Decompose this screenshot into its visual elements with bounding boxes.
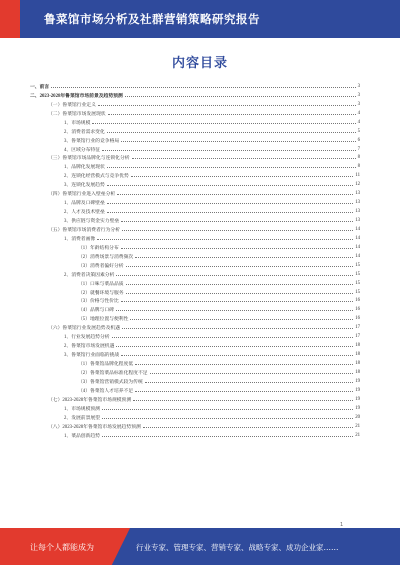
toc-entry-page: 18: [355, 352, 360, 358]
toc-leader-dots: [121, 355, 353, 356]
toc-entry[interactable]: [30, 305, 360, 314]
toc-entry[interactable]: [30, 145, 360, 154]
toc-entry-title: （3）消费者偏好分析: [78, 263, 124, 269]
toc-entry[interactable]: [30, 332, 360, 341]
toc-leader-dots: [121, 248, 353, 249]
toc-entry-page: 13: [355, 209, 360, 215]
toc-leader-dots: [143, 427, 353, 428]
toc-entry-page: 7: [357, 146, 360, 152]
toc-entry-title: 3、鲁菜馆行业面临的挑战: [64, 353, 120, 359]
toc-entry-title: （4）品牌与口碑: [78, 308, 114, 314]
toc-entry[interactable]: [30, 314, 360, 323]
toc-leader-dots: [116, 346, 353, 347]
toc-entry-title: （3）鲁菜馆营销模式较为传统: [78, 379, 143, 385]
toc-entry[interactable]: [30, 377, 360, 386]
toc-leader-dots: [102, 409, 353, 410]
toc-entry-page: 15: [355, 271, 360, 277]
toc-entry-page: 8: [357, 155, 360, 161]
toc-entry[interactable]: [30, 252, 360, 261]
table-of-contents: [30, 82, 360, 440]
toc-entry[interactable]: [30, 109, 360, 118]
toc-leader-dots: [121, 221, 353, 222]
toc-entry[interactable]: [30, 323, 360, 332]
toc-leader-dots: [135, 391, 353, 392]
toc-entry-page: 4: [357, 110, 360, 116]
toc-entry-title: （2）消费场景与消费频次: [78, 254, 134, 260]
toc-entry-page: 16: [355, 316, 360, 322]
toc-entry-page: 15: [355, 262, 360, 268]
toc-leader-dots: [145, 382, 353, 383]
toc-entry-page: 12: [355, 182, 360, 188]
toc-entry-title: 1、消费者画像: [64, 236, 96, 242]
toc-entry[interactable]: [30, 395, 360, 404]
toc-heading: 内容目录: [171, 56, 228, 71]
toc-entry[interactable]: [30, 341, 360, 350]
toc-entry[interactable]: [30, 368, 360, 377]
toc-leader-dots: [126, 266, 354, 267]
toc-leader-dots: [107, 132, 356, 133]
toc-leader-dots: [107, 167, 356, 168]
toc-entry-page: 19: [355, 396, 360, 402]
toc-entry-page: 3: [357, 83, 360, 89]
toc-entry[interactable]: [30, 136, 360, 145]
toc-entry-page: 21: [355, 423, 360, 429]
toc-entry-title: 3、供应链与资金实力壁垒: [64, 219, 120, 225]
toc-leader-dots: [135, 257, 353, 258]
toc-entry[interactable]: [30, 261, 360, 270]
toc-entry-page: 4: [357, 119, 360, 125]
toc-leader-dots: [107, 212, 353, 213]
toc-entry-page: 16: [355, 307, 360, 313]
footer-slogan: 让每个人都能成为: [30, 543, 94, 552]
toc-entry[interactable]: [30, 82, 360, 91]
toc-entry[interactable]: [30, 207, 360, 216]
toc-entry-title: 1、品牌及口碑壁垒: [64, 201, 105, 207]
toc-leader-dots: [116, 310, 353, 311]
toc-entry[interactable]: [30, 189, 360, 198]
toc-entry-title: （1）口味与菜品品质: [78, 281, 124, 287]
toc-leader-dots: [98, 105, 356, 106]
toc-entry-page: 16: [355, 298, 360, 304]
toc-entry-title: 3、鲁菜馆行业的竞争格局: [64, 138, 120, 144]
toc-entry-page: 15: [355, 289, 360, 295]
toc-entry-title: 1、品牌化发展现状: [64, 165, 105, 171]
toc-entry-page: 11: [355, 173, 360, 179]
toc-entry-page: 19: [355, 405, 360, 411]
toc-entry[interactable]: [30, 127, 360, 136]
toc-entry-page: 21: [355, 432, 360, 438]
toc-entry[interactable]: [30, 279, 360, 288]
toc-leader-dots: [126, 293, 354, 294]
toc-entry-page: 8: [357, 164, 360, 170]
toc-entry-title: 3、连锁化发展趋势: [64, 183, 105, 189]
toc-entry-title: （2）鲁菜馆菜品标准化程度不足: [78, 370, 148, 376]
toc-entry-page: 13: [355, 191, 360, 197]
toc-entry-page: 13: [355, 218, 360, 224]
footer-tagline: 行业专家、管理专家、营销专家、战略专家、成功企业家……: [136, 543, 339, 552]
toc-entry[interactable]: [30, 359, 360, 368]
toc-entry-page: 15: [355, 280, 360, 286]
toc-entry[interactable]: [30, 386, 360, 395]
toc-entry-page: 17: [355, 334, 360, 340]
toc-entry[interactable]: [30, 154, 360, 163]
toc-leader-dots: [112, 337, 354, 338]
toc-leader-dots: [125, 96, 356, 97]
toc-entry[interactable]: [30, 234, 360, 243]
toc-entry[interactable]: [30, 118, 360, 127]
toc-entry[interactable]: [30, 270, 360, 279]
toc-leader-dots: [92, 123, 355, 124]
toc-entry[interactable]: [30, 288, 360, 297]
toc-entry-page: 14: [355, 226, 360, 232]
toc-entry-title: 1、市场规模: [64, 120, 91, 126]
toc-leader-dots: [117, 194, 353, 195]
toc-leader-dots: [126, 284, 354, 285]
header-accent-stripe: [0, 0, 20, 38]
toc-leader-dots: [121, 141, 355, 142]
toc-leader-dots: [150, 373, 354, 374]
toc-leader-dots: [132, 158, 356, 159]
toc-entry-page: 13: [355, 200, 360, 206]
toc-entry-title: 2、发展前景展望: [64, 415, 100, 421]
toc-entry-title: 一、前言: [30, 84, 50, 90]
toc-entry-title: 2、鲁菜馆市场发展机遇: [64, 344, 115, 350]
toc-leader-dots: [108, 114, 356, 115]
toc-entry-title: 二、2023-2028年鲁菜馆市场前景及趋势预测: [30, 93, 123, 99]
page-number: 1: [340, 522, 344, 528]
toc-entry[interactable]: [30, 243, 360, 252]
toc-entry-title: （1）年龄结构分布: [78, 245, 119, 251]
report-header-bar: [0, 0, 400, 38]
toc-entry[interactable]: [30, 198, 360, 207]
footer-bar: [0, 528, 400, 565]
toc-entry[interactable]: [30, 91, 360, 100]
toc-entry-page: 18: [355, 369, 360, 375]
toc-entry-page: 14: [355, 244, 360, 250]
toc-entry-title: 1、市场规模预测: [64, 406, 100, 412]
toc-entry[interactable]: [30, 216, 360, 225]
toc-entry-title: 1、菜品创新趋势: [64, 433, 100, 439]
toc-leader-dots: [130, 319, 353, 320]
toc-entry-title: （一）鲁菜馆行业定义: [48, 102, 96, 108]
report-title: 鲁菜馆市场分析及社群营销策略研究报告: [44, 12, 260, 26]
toc-entry[interactable]: [30, 180, 360, 189]
toc-entry-title: 2、人才及技术壁垒: [64, 210, 105, 216]
toc-entry-page: 3: [357, 101, 360, 107]
toc-leader-dots: [107, 203, 353, 204]
toc-leader-dots: [131, 176, 354, 177]
toc-entry-title: （二）鲁菜馆市场发展现状: [48, 111, 106, 117]
toc-entry[interactable]: [30, 422, 360, 431]
toc-entry-title: （八）2023-2028年鲁菜馆市场发展趋势预测: [48, 424, 141, 430]
toc-entry-title: （五）鲁菜馆市场消费者行为分析: [48, 227, 120, 233]
toc-entry[interactable]: [30, 225, 360, 234]
toc-entry-title: 2、消费者需求变化: [64, 129, 105, 135]
toc-entry-title: （4）鲁菜馆人才培养不足: [78, 388, 134, 394]
toc-leader-dots: [107, 185, 353, 186]
toc-entry[interactable]: [30, 162, 360, 171]
toc-entry-title: （四）鲁菜馆行业进入壁垒分析: [48, 192, 116, 198]
toc-leader-dots: [135, 364, 353, 365]
toc-leader-dots: [102, 418, 353, 419]
toc-entry-page: 18: [355, 361, 360, 367]
toc-leader-dots: [116, 275, 353, 276]
toc-entry-title: （3）价格与性价比: [78, 299, 119, 305]
toc-leader-dots: [51, 87, 355, 88]
toc-leader-dots: [133, 400, 353, 401]
toc-entry-page: 5: [357, 128, 360, 134]
toc-entry[interactable]: [30, 350, 360, 359]
toc-entry-page: 6: [357, 137, 360, 143]
toc-entry-page: 18: [355, 343, 360, 349]
toc-leader-dots: [102, 150, 356, 151]
toc-leader-dots: [97, 239, 353, 240]
toc-entry-title: （2）就餐环境与服务: [78, 290, 124, 296]
toc-entry-title: （1）鲁菜馆品牌化程度低: [78, 362, 134, 368]
toc-leader-dots: [122, 230, 353, 231]
toc-leader-dots: [102, 436, 353, 437]
toc-entry-page: 19: [355, 387, 360, 393]
toc-entry-page: 14: [355, 253, 360, 259]
toc-entry-page: 19: [355, 378, 360, 384]
toc-leader-dots: [122, 328, 353, 329]
toc-entry[interactable]: [30, 171, 360, 180]
toc-entry[interactable]: [30, 297, 360, 306]
toc-entry-title: （七）2023-2028年鲁菜馆市场规模预测: [48, 397, 132, 403]
toc-entry-title: （三）鲁菜馆市场品牌化与连锁化分析: [48, 156, 130, 162]
toc-entry-title: （5）地理位置与便利性: [78, 317, 129, 323]
toc-entry[interactable]: [30, 404, 360, 413]
toc-entry-title: （六）鲁菜馆行业发展趋势及机遇: [48, 326, 120, 332]
toc-entry[interactable]: [30, 413, 360, 422]
toc-entry-page: 3: [357, 92, 360, 98]
toc-entry-page: 20: [355, 414, 360, 420]
toc-entry-title: 1、行业发展趋势分析: [64, 335, 110, 341]
toc-entry-title: 2、连锁化经营模式与竞争优势: [64, 174, 129, 180]
toc-entry-title: 4、区域分布特征: [64, 147, 100, 153]
toc-entry-page: 17: [355, 325, 360, 331]
toc-entry-title: 2、消费者决策因素分析: [64, 272, 115, 278]
toc-entry-page: 14: [355, 235, 360, 241]
toc-entry[interactable]: [30, 100, 360, 109]
toc-entry[interactable]: [30, 431, 360, 440]
toc-leader-dots: [121, 301, 353, 302]
